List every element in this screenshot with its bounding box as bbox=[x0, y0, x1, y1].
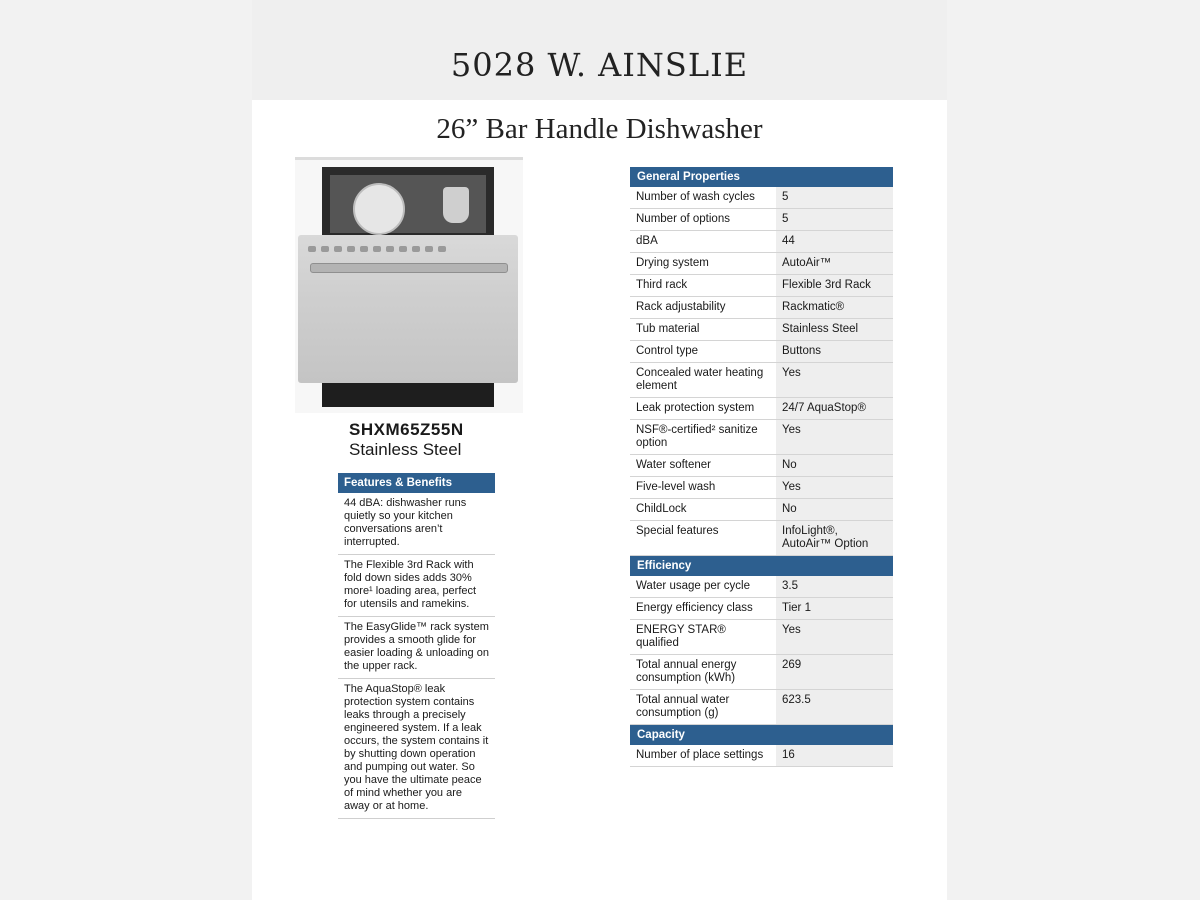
spec-row bbox=[630, 398, 893, 420]
spec-value: Buttons bbox=[776, 341, 893, 362]
bar-handle bbox=[310, 263, 508, 273]
product-title: 26” Bar Handle Dishwasher bbox=[436, 113, 763, 145]
property-address: 5028 W. AINSLIE bbox=[450, 46, 749, 84]
spec-value: 16 bbox=[776, 745, 893, 766]
model-number: SHXM65Z55N bbox=[349, 420, 464, 439]
spec-value: Flexible 3rd Rack bbox=[776, 275, 893, 296]
spec-row bbox=[630, 319, 893, 341]
spec-label: NSF®-certified² sanitize option bbox=[636, 424, 758, 449]
spec-label: Rack adjustability bbox=[636, 301, 726, 313]
spec-table bbox=[630, 167, 893, 767]
spec-label: ENERGY STAR® qualified bbox=[636, 624, 726, 649]
spec-row bbox=[630, 231, 893, 253]
spec-row bbox=[630, 655, 893, 690]
spec-row bbox=[630, 521, 893, 556]
spec-row bbox=[630, 253, 893, 275]
spec-value: 44 bbox=[776, 231, 893, 252]
efficiency-rows bbox=[630, 576, 893, 725]
spec-label: Number of place settings bbox=[636, 749, 764, 761]
features-list bbox=[338, 493, 495, 819]
spec-label: Third rack bbox=[636, 279, 688, 291]
spec-value: Yes bbox=[776, 420, 893, 454]
general-properties-header: General Properties bbox=[630, 167, 893, 187]
spec-row bbox=[630, 209, 893, 231]
spec-row bbox=[630, 576, 893, 598]
spec-value: 5 bbox=[776, 187, 893, 208]
spec-value: No bbox=[776, 499, 893, 520]
glass-graphic bbox=[443, 187, 469, 223]
spec-sheet-page bbox=[252, 0, 947, 900]
spec-row bbox=[630, 499, 893, 521]
spec-value: 3.5 bbox=[776, 576, 893, 597]
spec-row bbox=[630, 297, 893, 319]
spec-label: Special features bbox=[636, 525, 719, 537]
general-properties-rows bbox=[630, 187, 893, 556]
capacity-header: Capacity bbox=[630, 725, 893, 745]
efficiency-header: Efficiency bbox=[630, 556, 893, 576]
spec-row bbox=[630, 275, 893, 297]
spec-row bbox=[630, 363, 893, 398]
features-header: Features & Benefits bbox=[338, 473, 495, 493]
spec-value: Rackmatic® bbox=[776, 297, 893, 318]
spec-label: Water softener bbox=[636, 459, 711, 471]
capacity-rows bbox=[630, 745, 893, 767]
spec-row bbox=[630, 187, 893, 209]
spec-label: Five-level wash bbox=[636, 481, 716, 493]
features-table bbox=[338, 473, 495, 819]
spec-row bbox=[630, 341, 893, 363]
spec-value: Stainless Steel bbox=[776, 319, 893, 340]
spec-label: Water usage per cycle bbox=[636, 580, 750, 592]
spec-label: Number of wash cycles bbox=[636, 191, 755, 203]
spec-value: 24/7 AquaStop® bbox=[776, 398, 893, 419]
spec-value: 623.5 bbox=[776, 690, 893, 724]
spec-label: Control type bbox=[636, 345, 699, 357]
spec-label: Total annual water consumption (g) bbox=[636, 694, 730, 719]
spec-label: dBA bbox=[636, 235, 658, 247]
dishwasher-image bbox=[295, 157, 523, 410]
dishwasher-door bbox=[298, 235, 518, 383]
spec-value: AutoAir™ bbox=[776, 253, 893, 274]
spec-label: ChildLock bbox=[636, 503, 687, 515]
spec-label: Energy efficiency class bbox=[636, 602, 753, 614]
feature-item: The AquaStop® leak protection system contains leaks through a precisely engineered system. If a leak occurs, the system contains it by shutting down operation and pumping out water. So you have the ultimate peace of mind whether you are away or at home. bbox=[338, 679, 495, 819]
finish-label: Stainless Steel bbox=[349, 440, 462, 459]
spec-label: Number of options bbox=[636, 213, 730, 225]
feature-item: 44 dBA: dishwasher runs quietly so your kitchen conversations aren’t interrupted. bbox=[338, 493, 495, 555]
spec-label: Drying system bbox=[636, 257, 709, 269]
plate-graphic bbox=[353, 183, 405, 235]
spec-label: Total annual energy consumption (kWh) bbox=[636, 659, 737, 684]
spec-label: Concealed water heating element bbox=[636, 367, 764, 392]
spec-row bbox=[630, 455, 893, 477]
spec-row bbox=[630, 620, 893, 655]
spec-value: No bbox=[776, 455, 893, 476]
spec-value: Tier 1 bbox=[776, 598, 893, 619]
spec-label: Leak protection system bbox=[636, 402, 755, 414]
spec-value: 5 bbox=[776, 209, 893, 230]
spec-value: 269 bbox=[776, 655, 893, 689]
feature-item: The Flexible 3rd Rack with fold down sides adds 30% more¹ loading area, perfect for utensils and ramekins. bbox=[338, 555, 495, 617]
spec-value: Yes bbox=[776, 477, 893, 498]
spec-value: InfoLight®, AutoAir™ Option bbox=[776, 521, 893, 555]
spec-value: Yes bbox=[776, 620, 893, 654]
toe-kick bbox=[322, 383, 494, 407]
spec-value: Yes bbox=[776, 363, 893, 397]
spec-row bbox=[630, 477, 893, 499]
spec-row bbox=[630, 690, 893, 725]
spec-label: Tub material bbox=[636, 323, 700, 335]
control-panel bbox=[308, 239, 508, 249]
spec-row bbox=[630, 598, 893, 620]
spec-row bbox=[630, 745, 893, 767]
feature-item: The EasyGlide™ rack system provides a smooth glide for easier loading & unloading on the upper rack. bbox=[338, 617, 495, 679]
spec-row bbox=[630, 420, 893, 455]
